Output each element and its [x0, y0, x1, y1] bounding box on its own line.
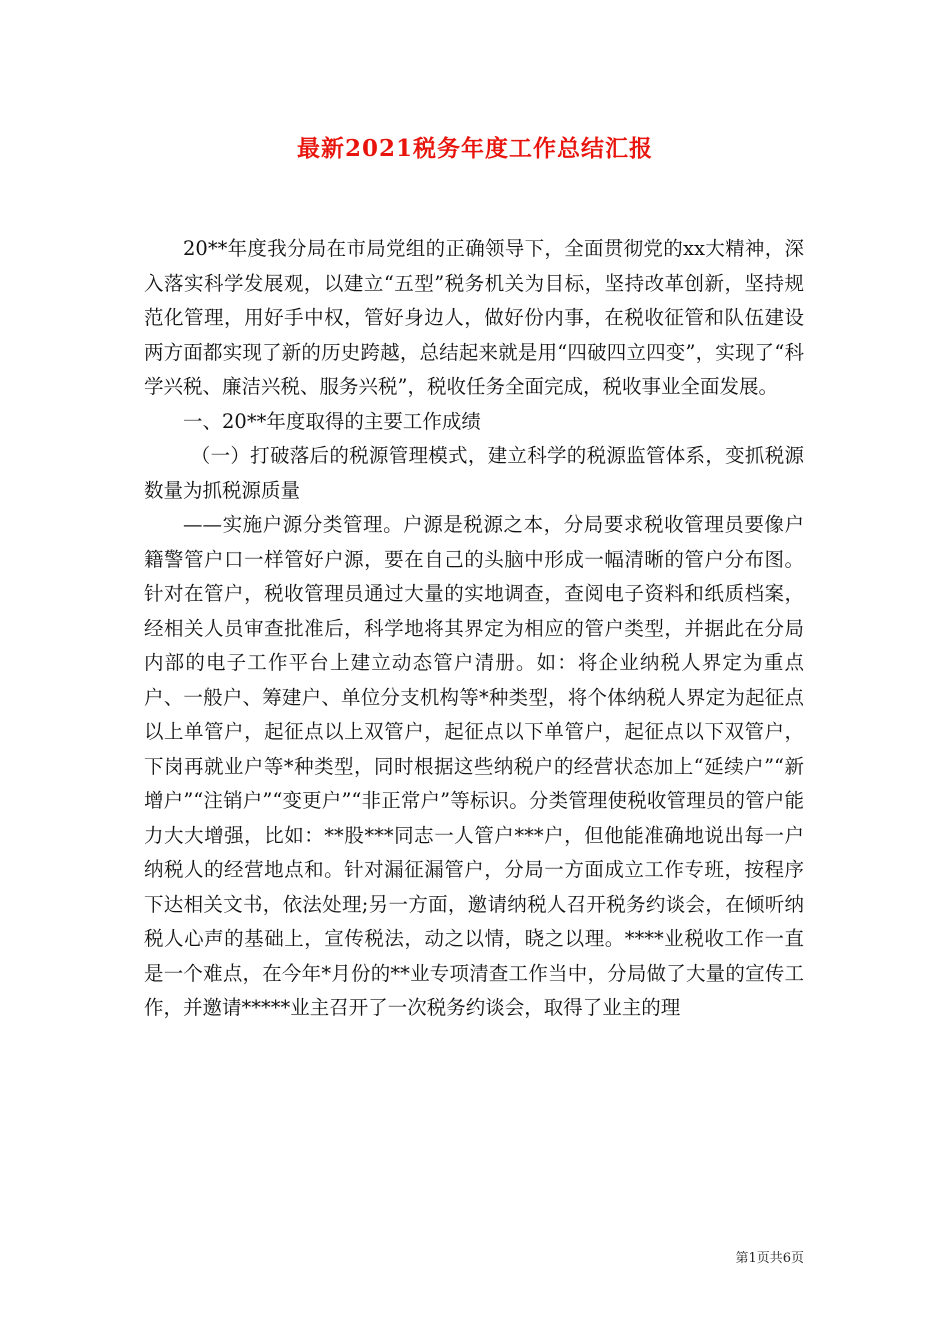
section-heading: 一、20**年度取得的主要工作成绩 [183, 409, 481, 433]
paragraph-body: ——实施户源分类管理。户源是税源之本，分局要求税收管理员要像户籍警管户口一样管好户源，要在自己的头脑中形成一幅清晰的管户分布图。针对在管户，税收管理员通过大量的实地调查，查阅电子资料和纸质档案，经相关人员审查批准后，科学地将其界定为相应的管户类型，并据此在分局内部的电子工作平台上建立动态管户清册。如：将企业纳税人界定为重点户、一般户、筹建户、单位分支机构等*种类型，将个体纳税人界定为起征点以上单管户，起征点以上双管户，起征点以下单管户，起征点以下双管户，下岗再就业户等*种类型，同时根据这些纳税户的经营状态加上“延续户”“新增户”“注销户”“变更户”“非正常户”等标识。分类管理使税收管理员的管户能力大大增强，比如：**股***同志一人管户***户，但他能准确地说出每一户纳税人的经营地点和。针对漏征漏管户，分局一方面成立工作专班，按程序下达相关文书，依法处理;另一方面，邀请纳税人召开税务约谈会，在倾听纳税人心声的基础上，宣传税法，动之以情，晓之以理。****业税收工作一直是一个难点，在今年*月份的**业专项清查工作当中，分局做了大量的宣传工作，并邀请*****业主召开了一次税务约谈会，取得了业主的理 [144, 513, 804, 1019]
subsection-heading: （一）打破落后的税源管理模式，建立科学的税源监管体系，变抓税源数量为抓税源质量 [144, 444, 804, 502]
document-title: 最新2021税务年度工作总结汇报 [296, 135, 653, 162]
paragraph-intro: 20**年度我分局在市局党组的正确领导下，全面贯彻党的xx大精神，深入落实科学发展观，以建立“五型”税务机关为目标，坚持改革创新，坚持规范化管理，用好手中权，管好身边人，做好份内事，在税收征管和队伍建设两方面都实现了新的历史跨越，总结起来就是用“四破四立四变”，实现了“科学兴税、廉洁兴税、服务兴税”，税收任务全面完成，税收事业全面发展。 [144, 237, 804, 398]
page-number: 第1页共6页 [735, 1251, 804, 1266]
document-body [144, 232, 804, 1026]
